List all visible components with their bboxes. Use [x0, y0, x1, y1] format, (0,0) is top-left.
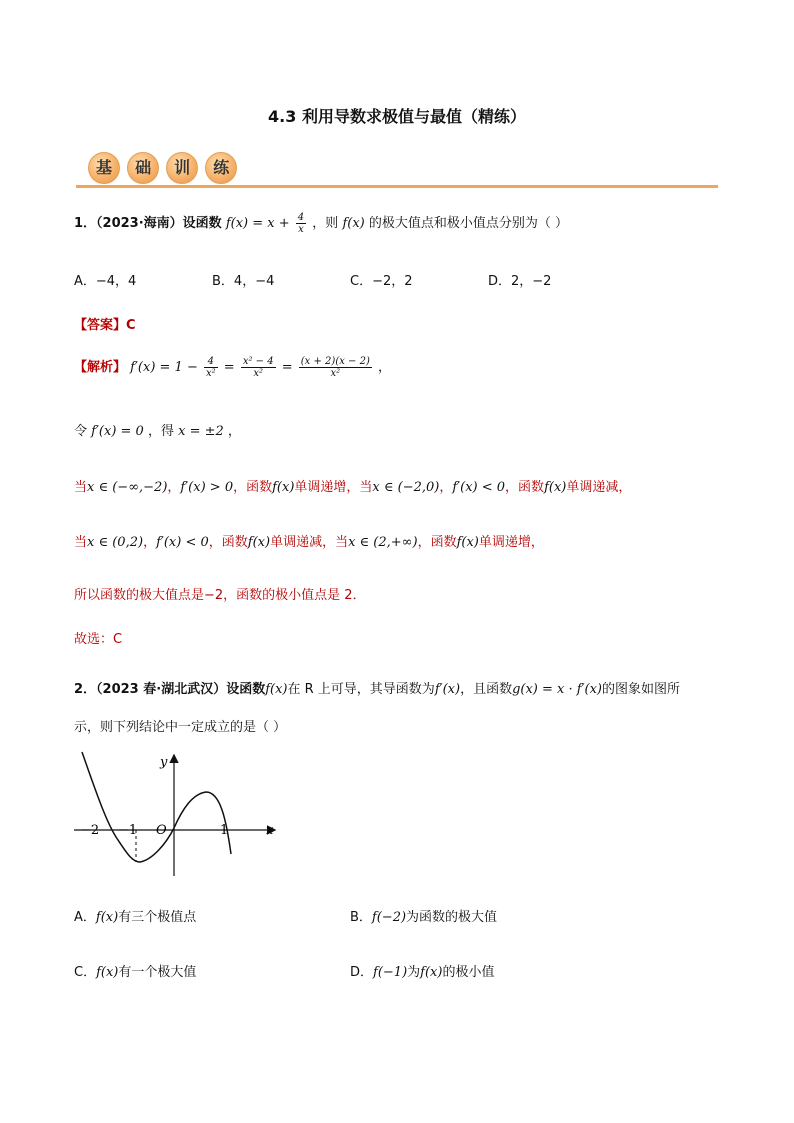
frac-num: (x + 2)(x − 2) — [300, 356, 370, 367]
text: 有三个极值点 — [118, 910, 197, 925]
math: f′(x) — [434, 682, 461, 697]
equals-sign: = — [281, 360, 293, 375]
math: f′(x) < 0 — [452, 480, 506, 495]
math: x = ±2 — [178, 424, 224, 439]
text: ，且函数 — [460, 682, 513, 697]
q2-stem-line2: 示，则下列结论中一定成立的是（ ） — [74, 720, 287, 735]
frac-num: x² − 4 — [242, 356, 274, 367]
q2-option-d[interactable] — [350, 961, 494, 980]
q1-fraction — [296, 212, 306, 235]
q1-conclusion: 故选：C — [74, 632, 123, 647]
text: ，函数 — [505, 480, 545, 495]
q1-step-4: 所以函数的极大值点是−2，函数的极小值点是 2． — [74, 588, 366, 603]
math: x ∈ (2,+∞) — [348, 535, 418, 550]
math: x ∈ (−∞,−2) — [87, 480, 168, 495]
math: x ∈ (−2,0) — [372, 480, 440, 495]
q1-fx: f(x) — [342, 216, 365, 231]
q2-option-b[interactable] — [350, 906, 497, 925]
text: 的极小值 — [442, 965, 495, 980]
text: ，得 — [147, 424, 174, 439]
curve — [82, 752, 231, 862]
q2-prefix: 2．（2023 春·湖北武汉）设函数 — [74, 682, 266, 697]
text: D． — [350, 965, 374, 980]
banner-char: 练 — [205, 152, 237, 184]
q1-option-a[interactable]: A．−4，4 — [74, 274, 137, 289]
origin-label: O — [156, 823, 167, 838]
analysis-lhs: f′(x) = 1 − — [130, 360, 198, 375]
equals-sign: = — [223, 360, 235, 375]
math: f(x) — [272, 480, 295, 495]
math: f(−1) — [373, 965, 408, 980]
q1-step-2 — [74, 476, 631, 495]
banner-char: 基 — [88, 152, 120, 184]
analysis-frac-3 — [299, 356, 372, 379]
q1-step-1 — [74, 420, 241, 439]
math: f(−2) — [371, 910, 407, 925]
analysis-end: ， — [378, 360, 392, 375]
q1-option-b[interactable]: B．4，−4 — [212, 274, 275, 289]
math: x ∈ (0,2) — [87, 535, 144, 550]
banner-char: 础 — [127, 152, 159, 184]
q1-stem — [74, 212, 568, 235]
text: 单调递减， — [566, 480, 632, 495]
text: 为 — [407, 965, 421, 980]
math: f(x) — [95, 910, 119, 925]
tick-label-1: 1 — [220, 823, 229, 838]
text: ，函数 — [208, 535, 248, 550]
text: C． — [74, 965, 97, 980]
frac-den: x — [298, 224, 304, 235]
math: f(x) — [96, 965, 119, 980]
text: 的图象如图所 — [602, 682, 681, 697]
math: f′(x) > 0 — [180, 480, 234, 495]
frac-den: x² — [330, 368, 341, 379]
q1-option-c[interactable]: C．−2，2 — [350, 274, 413, 289]
text: ， — [227, 424, 241, 439]
section-rule — [76, 185, 718, 188]
q1-function: f(x) = x + — [225, 216, 290, 231]
math: f′(x) = 0 — [91, 424, 144, 439]
q1-analysis — [74, 356, 391, 379]
q2-stem-line1 — [74, 678, 680, 697]
text: 单调递减，当 — [270, 535, 349, 550]
frac-den: x² — [206, 368, 216, 379]
analysis-frac-2 — [241, 356, 276, 379]
frac-num: 4 — [297, 212, 305, 223]
text: ，函数 — [233, 480, 273, 495]
math: g(x) = x · f′(x) — [512, 682, 602, 697]
x-axis-label: x — [266, 823, 274, 838]
text: B． — [350, 910, 372, 925]
text: 当 — [74, 535, 88, 550]
q1-text: ，则 — [312, 216, 339, 231]
q1-option-d[interactable]: D．2，−2 — [488, 274, 552, 289]
page-title: 4.3 利用导数求极值与最值（精练） — [268, 107, 526, 126]
q2-graph — [68, 748, 288, 884]
text: 当 — [74, 480, 88, 495]
math: f(x) — [456, 535, 479, 550]
text: ， — [167, 480, 181, 495]
text: 有一个极大值 — [118, 965, 197, 980]
text: ，函数 — [417, 535, 457, 550]
frac-num: 4 — [204, 356, 218, 368]
text: ， — [143, 535, 157, 550]
text: A． — [74, 910, 96, 925]
text: 令 — [74, 424, 88, 439]
math: f(x) — [544, 480, 567, 495]
q1-text: 的极大值点和极小值点分别为（ ） — [368, 216, 569, 231]
text: 单调递增， — [478, 535, 544, 550]
banner-char: 训 — [166, 152, 198, 184]
math: f(x) — [247, 535, 271, 550]
q1-prefix: 1．（2023·海南）设函数 — [74, 216, 222, 231]
q2-option-c[interactable] — [74, 961, 196, 980]
frac-den: x² — [253, 368, 264, 379]
text: ， — [439, 480, 453, 495]
text: 单调递增，当 — [294, 480, 373, 495]
text: 为函数的极大值 — [406, 910, 498, 925]
analysis-frac-1 — [204, 356, 218, 379]
math: f(x) — [265, 682, 288, 697]
section-banner — [88, 152, 239, 186]
q1-answer: 【答案】C — [74, 318, 136, 333]
text: 在 R 上可导，其导函数为 — [287, 682, 435, 697]
q1-step-3 — [74, 531, 544, 550]
math: f′(x) < 0 — [156, 535, 209, 550]
tick-label-minus-1: −1 — [118, 823, 138, 838]
tick-label-minus-2: −2 — [80, 823, 100, 838]
analysis-label: 【解析】 — [74, 360, 127, 375]
math: f(x) — [420, 965, 443, 980]
y-axis-label: y — [160, 755, 168, 770]
q2-option-a[interactable] — [74, 906, 196, 925]
